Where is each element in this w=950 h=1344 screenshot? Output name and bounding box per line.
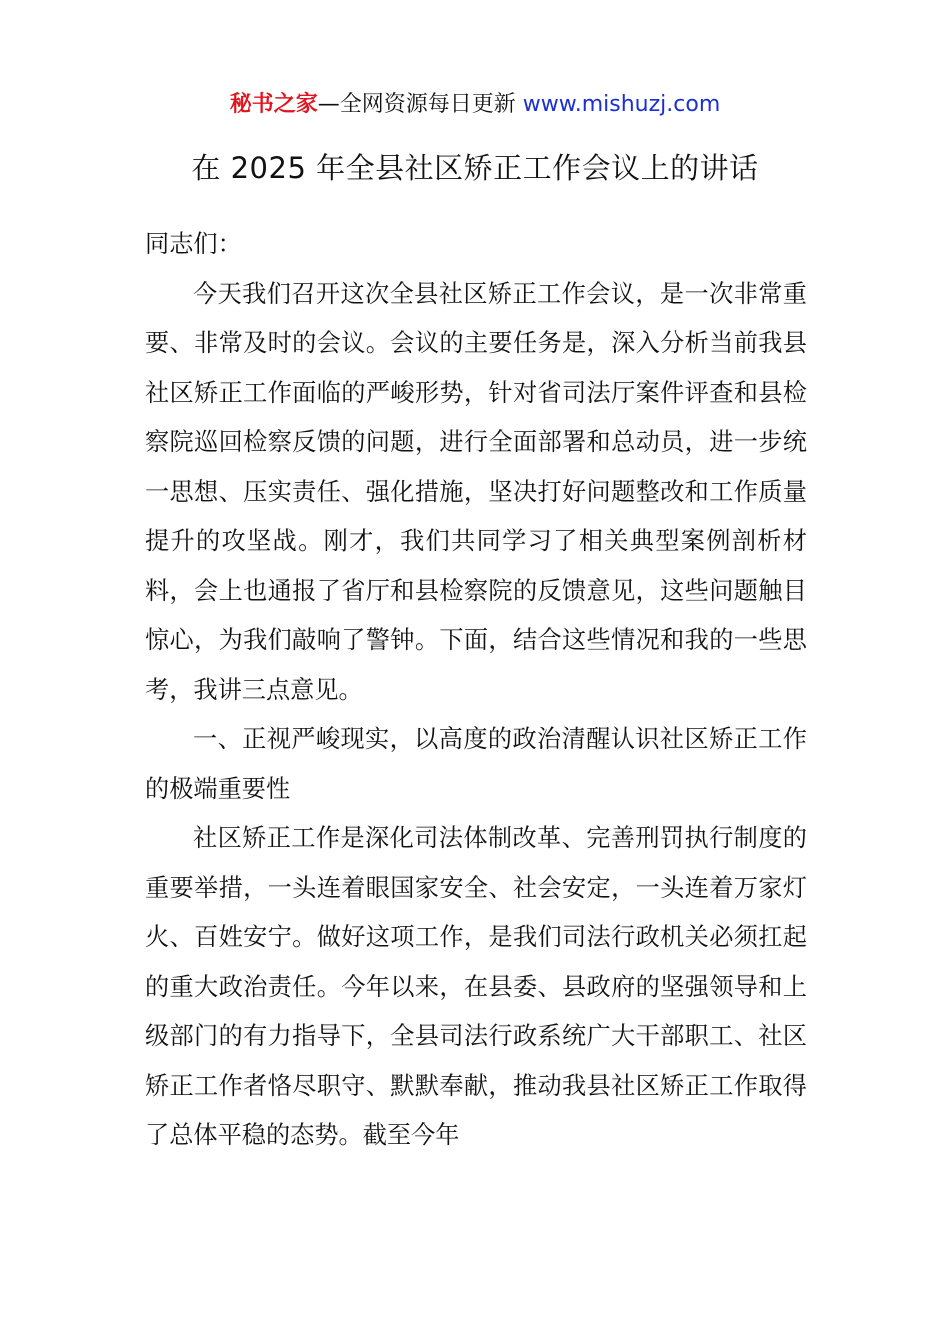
body-paragraph: 今天我们召开这次全县社区矫正工作会议，是一次非常重要、非常及时的会议。会议的主要任务是，深入分析当前我县社区矫正工作面临的严峻形势，针对省司法厅案件评查和县检察院巡回检察反馈的问题，进行全面部署和总动员，进一步统一思想、压实责任、强化措施，坚决打好问题整改和工作质量提升的攻坚战。刚才，我们共同学习了相关典型案例剖析材料，会上也通报了省厅和县检察院的反馈意见，这些问题触目惊心，为我们敲响了警钟。下面，结合这些情况和我的一些思考，我讲三点意见。 bbox=[145, 279, 807, 704]
document-title: 在 2025 年全县社区矫正工作会议上的讲话 bbox=[191, 151, 759, 185]
salutation: 同志们： bbox=[145, 230, 242, 258]
site-tagline: —全网资源每日更新 bbox=[317, 92, 523, 117]
section-heading: 一、正视严峻现实，以高度的政治清醒认识社区矫正工作的极端重要性 bbox=[145, 725, 807, 803]
site-url-link[interactable]: www.mishuzj.com bbox=[522, 92, 721, 117]
site-brand: 秘书之家 bbox=[229, 92, 318, 117]
site-header bbox=[0, 90, 950, 120]
body-paragraph: 社区矫正工作是深化司法体制改革、完善刑罚执行制度的重要举措，一头连着眼国家安全、社会安定，一头连着万家灯火、百姓安宁。做好这项工作，是我们司法行政机关必须扛起的重大政治责任。今年以来，在县委、县政府的坚强领导和上级部门的有力指导下，全县司法行政系统广大干部职工、社区矫正工作者恪尽职守、默默奉献，推动我县社区矫正工作取得了总体平稳的态势。截至今年 bbox=[145, 824, 807, 1149]
document-body bbox=[145, 220, 807, 1161]
